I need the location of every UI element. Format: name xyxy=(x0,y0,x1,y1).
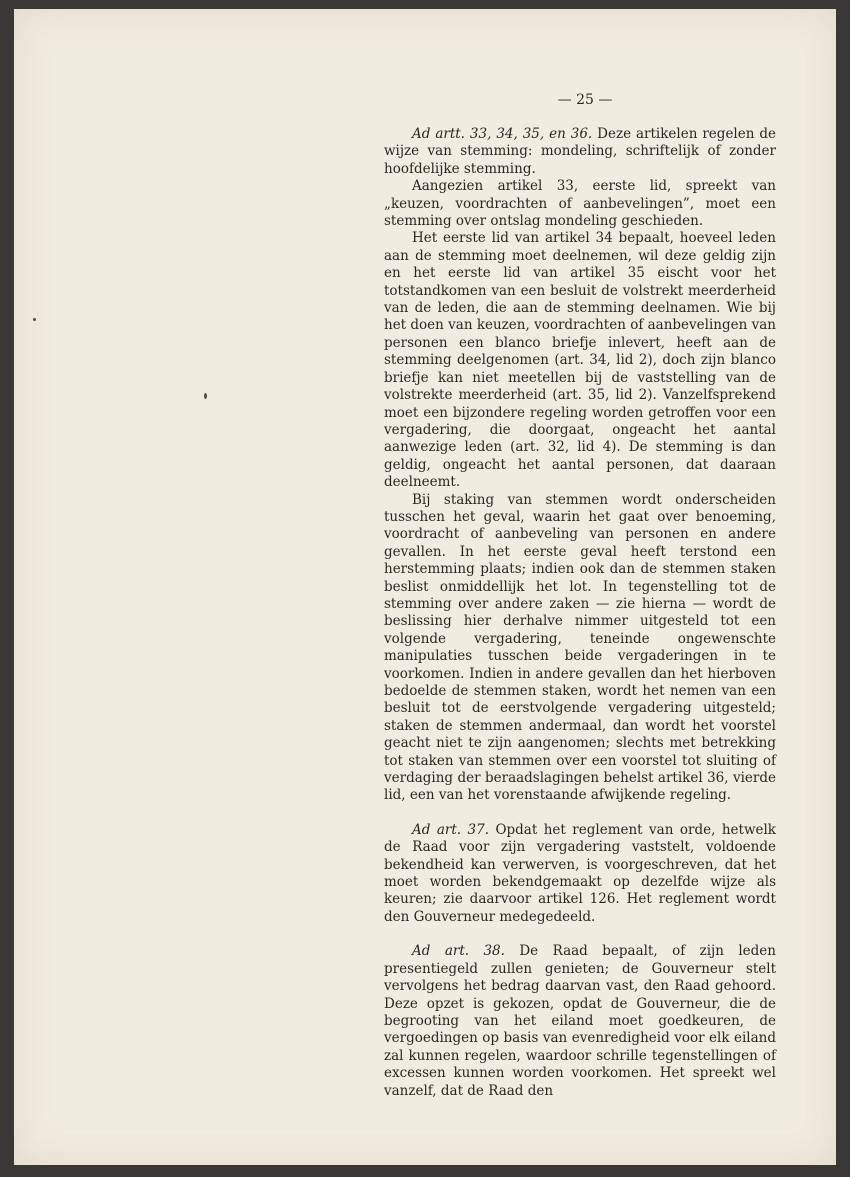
paragraph-text: Opdat het reglement van orde, hetwelk de Raad voor zijn vergadering vaststelt, voldoende bekendheid kan verwerven, is voorgeschreven, dat het moet worden bekendgemaakt op dezelfde wijze als keuren; zie daarvoor artikel 126. Het reglement wordt den Gouverneur medegedeeld. xyxy=(384,821,776,925)
paragraph xyxy=(384,492,776,805)
paragraph-text: Bij staking van stemmen wordt onderscheiden tusschen het geval, waarin het gaat over benoeming, voordracht of aanbeveling van personen en andere gevallen. In het eerste geval heeft terstond een herstemming plaats; indien ook dan de stemmen staken beslist onmiddellijk het lot. In tegenstelling tot de stemming over andere zaken — zie hierna — wordt de beslissing hier derhalve nimmer uitgesteld tot een volgende vergadering, teneinde ongewenschte manipulaties tusschen beide vergaderingen in te voorkomen. Indien in andere gevallen dan het hierboven bedoelde de stemmen staken, wordt het nemen van een besluit tot de eerstvolgende vergadering uitgesteld; staken de stemmen andermaal, dan wordt het voorstel geacht niet te zijn aangenomen; slechts met betrekking tot staken van stemmen over een voorstel tot sluiting of verdaging der beraadslagingen behelst artikel 36, vierde lid, een van het vorenstaande afwijkende regeling. xyxy=(384,491,776,804)
paragraph-ad-art-38 xyxy=(384,943,776,1100)
article-reference: Ad art. 38. xyxy=(412,943,505,960)
article-reference: Ad art. 37. xyxy=(412,821,489,838)
paragraph-text: Deze artikelen regelen de wijze van stemming: mondeling, schriftelijk of zonder hoofdelijke stemming. xyxy=(384,126,777,177)
paragraph-text: Aangezien artikel 33, eerste lid, spreekt van „keuzen, voordrachten of aanbevelingen”, moet een stemming over ontslag mondeling geschieden. xyxy=(384,178,776,230)
paragraph-ad-art-37 xyxy=(384,822,776,926)
paragraph xyxy=(384,178,776,230)
article-reference: Ad artt. 33, 34, 35, en 36. xyxy=(412,126,593,142)
paragraph-text: De Raad bepaalt, of zijn leden presentiegeld zullen genieten; de Gouverneur stelt vervolgens het bedrag daarvan vast, den Raad gehoord. Deze opzet is gekozen, opdat de Gouverneur, die de begrooting van het eiland moet goedkeuren, de vergoedingen op basis van evenredigheid voor elk eiland zal kunnen regelen, waardoor schrille tegenstellingen of excessen kunnen worden voorkomen. Het spreekt wel vanzelf, dat de Raad den xyxy=(384,943,776,1099)
page-number: — 25 — xyxy=(557,92,613,108)
document-body xyxy=(384,126,776,1100)
paragraph-ad-artt-33-36 xyxy=(384,126,776,178)
ink-speck xyxy=(33,318,36,321)
paragraph-text: Het eerste lid van artikel 34 bepaalt, hoeveel leden aan de stemming moet deelnemen, wil deze geldig zijn en het eerste lid van artikel 35 eischt voor het totstandkomen van een besluit de volstrekt meerderheid van de leden, die aan de stemming deelnamen. Wie bij het doen van keuzen, voordrachten of aanbevelingen van personen een blanco briefje inlevert, heeft aan de stemming deelgenomen (art. 34, lid 2), doch zijn blanco briefje kan niet meetellen bij de vaststelling van de volstrekte meerderheid (art. 35, lid 2). Vanzelfsprekend moet een bijzondere regeling worden getroffen voor een vergadering, die doorgaat, ongeacht het aantal aanwezige leden (art. 32, lid 4). De stemming is dan geldig, ongeacht het aantal personen, dat daaraan deelneemt. xyxy=(384,230,776,491)
ink-speck xyxy=(204,393,207,399)
paragraph xyxy=(384,230,776,491)
